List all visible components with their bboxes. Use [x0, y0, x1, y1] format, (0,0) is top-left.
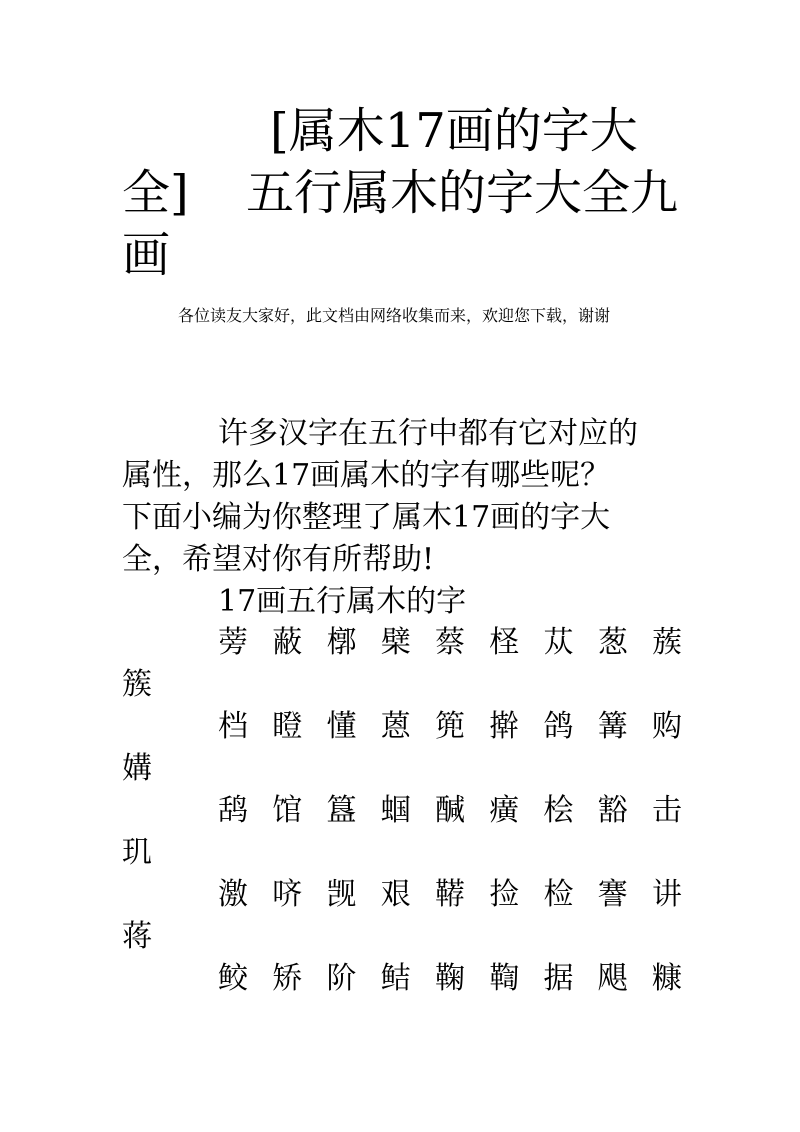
- character: 檗: [380, 625, 411, 660]
- character-row-line: [218, 874, 682, 916]
- character: 激: [218, 877, 248, 912]
- character: 瞪: [272, 709, 303, 744]
- title-line-2-part-a: 全]: [122, 165, 189, 221]
- character: 醎: [435, 793, 465, 828]
- character: 蒡: [218, 625, 248, 660]
- character: 苁: [543, 625, 574, 660]
- character: 据: [543, 961, 574, 996]
- title-line-1: [属木17画的字大: [270, 103, 638, 159]
- character: 柽: [489, 625, 520, 660]
- document-title: [122, 100, 692, 286]
- character: 謇: [597, 877, 628, 912]
- character: 捡: [489, 877, 520, 912]
- character: 蒽: [380, 709, 411, 744]
- character-wrap: 媾: [122, 751, 152, 786]
- character: 擀: [489, 709, 520, 744]
- character-wrap: 簇: [122, 667, 152, 702]
- character-row: [122, 790, 682, 874]
- intro-line-3: 下面小编为你整理了属木17画的字大: [122, 500, 611, 535]
- title-line-2-part-b: 五行属木的字大全九: [246, 165, 679, 221]
- intro-line-4: 全，希望对你有所帮助!: [122, 542, 435, 577]
- character-row-line: [218, 622, 682, 664]
- character: 鲛: [218, 961, 248, 996]
- character: 鞯: [435, 877, 465, 912]
- character: 槨: [326, 625, 357, 660]
- character-row: [122, 874, 682, 958]
- character-row: [122, 958, 682, 1042]
- character: 鸹: [218, 793, 248, 828]
- character: 检: [543, 877, 574, 912]
- character: 蔽: [272, 625, 303, 660]
- character-wrap: 玑: [122, 835, 152, 870]
- character-row-line: [218, 706, 682, 748]
- character: 篼: [435, 709, 465, 744]
- character: 矫: [272, 961, 303, 996]
- character: 档: [218, 709, 248, 744]
- character: 簋: [326, 793, 357, 828]
- title-line-2: [122, 162, 692, 224]
- character: 糠: [652, 961, 682, 996]
- character-row: [122, 622, 682, 706]
- character: 鞫: [489, 961, 520, 996]
- character: 鲒: [380, 961, 411, 996]
- character: 葱: [597, 625, 628, 660]
- character: 馆: [272, 793, 303, 828]
- character: 击: [652, 793, 682, 828]
- character-row-line: [218, 790, 682, 832]
- character-list: [122, 622, 682, 1042]
- character-wrap: 蒋: [122, 919, 152, 954]
- character: 鞠: [435, 961, 465, 996]
- character: 豁: [597, 793, 628, 828]
- character: 蔟: [652, 625, 682, 660]
- section-heading: 17画五行属木的字: [218, 584, 467, 619]
- character: 购: [652, 709, 682, 744]
- character: 阶: [326, 961, 357, 996]
- character: 讲: [652, 877, 682, 912]
- character-row-line: [218, 958, 682, 1000]
- character: 觊: [326, 877, 357, 912]
- character: 桧: [543, 793, 574, 828]
- intro-line-1: 许多汉字在五行中都有它对应的: [218, 416, 638, 451]
- character: 篝: [597, 709, 628, 744]
- download-notice: 各位读友大家好，此文档由网络收集而来，欢迎您下载，谢谢: [178, 306, 611, 325]
- character: 懂: [326, 709, 357, 744]
- character: 蝈: [380, 793, 411, 828]
- intro-paragraph: [122, 413, 682, 623]
- title-line-3: 画: [122, 227, 171, 283]
- character-row: [122, 706, 682, 790]
- character: 蔡: [435, 625, 465, 660]
- character: 癀: [489, 793, 520, 828]
- character: 飓: [597, 961, 628, 996]
- character: 艰: [380, 877, 411, 912]
- character: 鸽: [543, 709, 574, 744]
- intro-line-2: 属性，那么17画属木的字有哪些呢？: [122, 458, 611, 493]
- character: 哜: [272, 877, 303, 912]
